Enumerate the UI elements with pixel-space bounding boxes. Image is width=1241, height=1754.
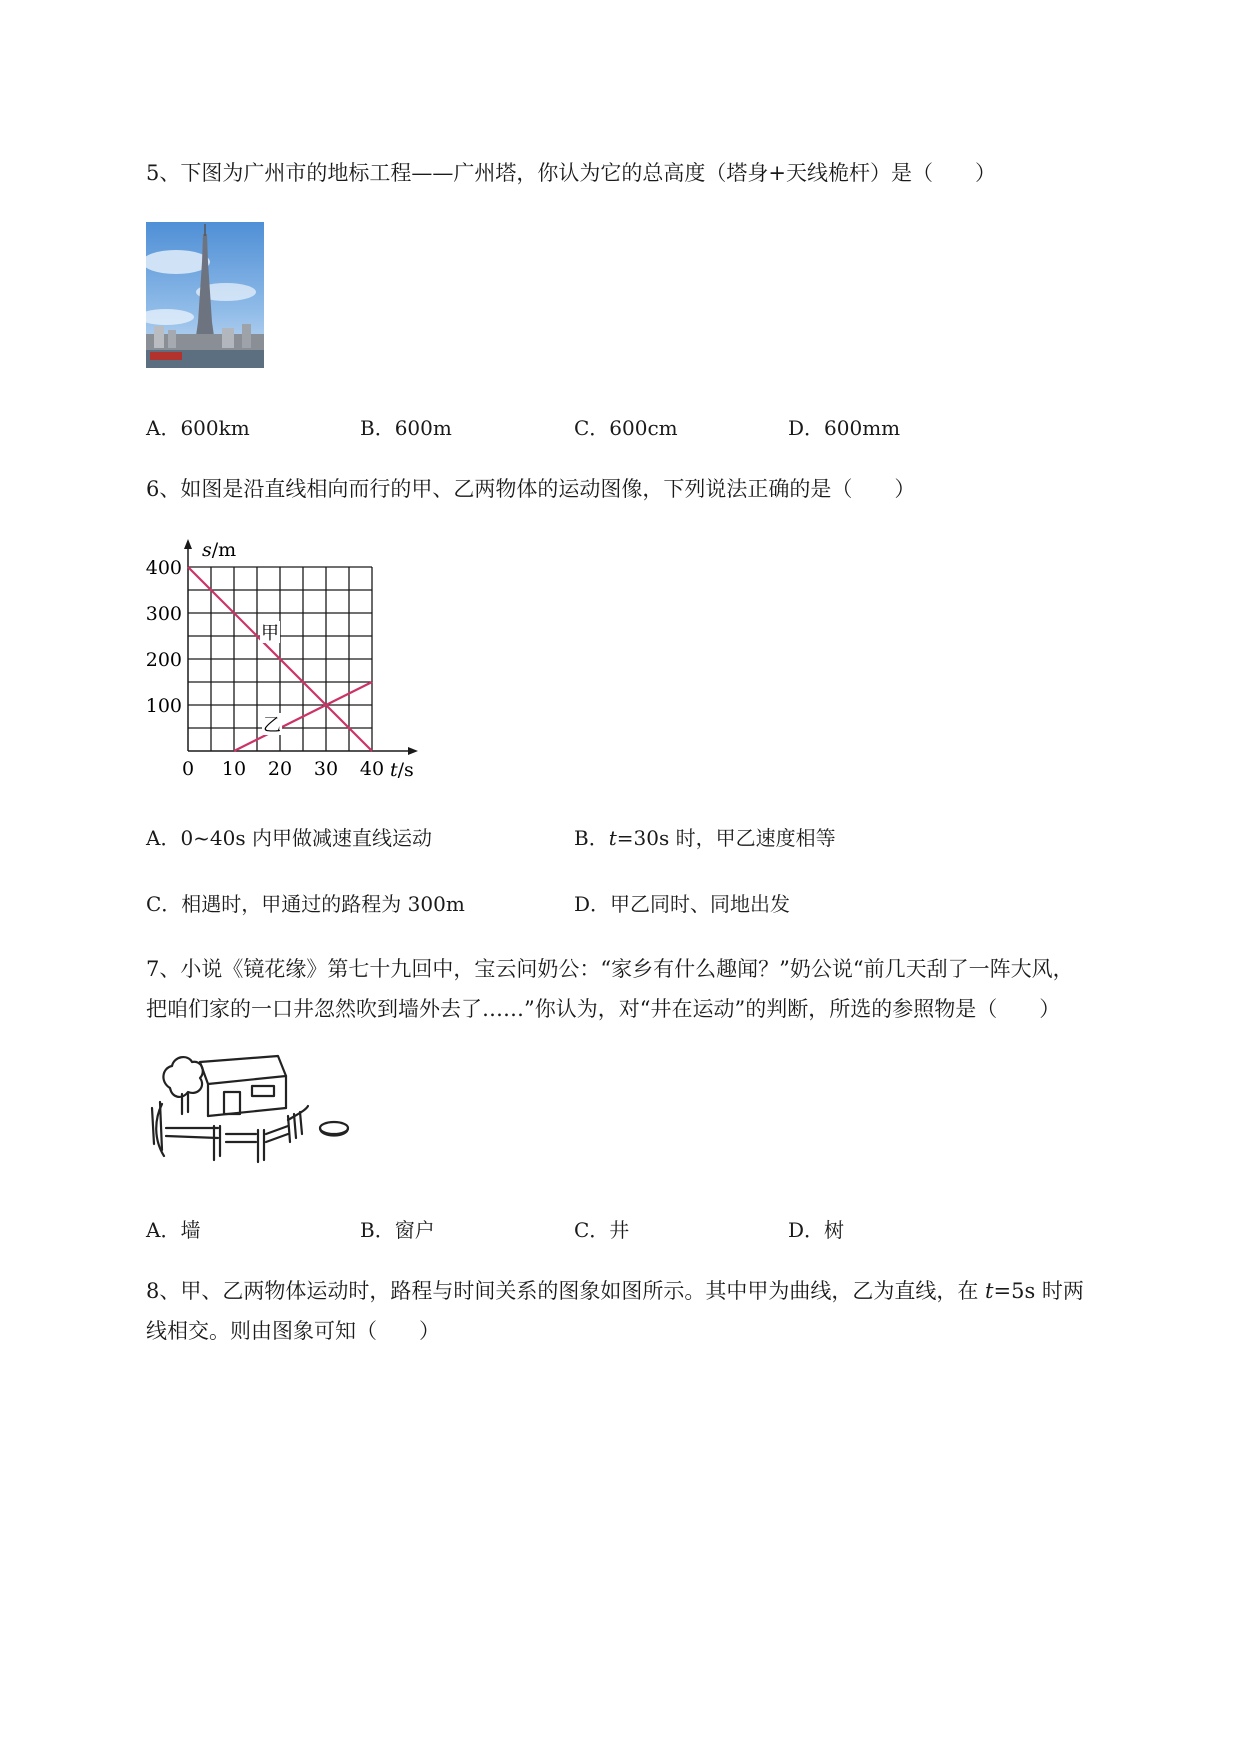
q7-option-c: C．井: [574, 1218, 630, 1242]
y-axis-arrow: [184, 539, 192, 549]
q5-option-c: C．600cm: [574, 416, 678, 440]
q6-option-b-rest: =30s 时，甲乙速度相等: [616, 826, 836, 850]
q8-stem-line2: 线相交。则由图象可知（ ）: [146, 1319, 440, 1343]
x-axis-arrow: [408, 747, 418, 755]
q7-stem-line2: 把咱们家的一口井忽然吹到墙外去了……”你认为，对“井在运动”的判断，所选的参照物是（ ）: [146, 997, 1061, 1021]
y-axis-label: s/m: [202, 539, 237, 561]
x-tick-label: 20: [267, 758, 293, 780]
graph-axes: [184, 539, 418, 755]
q6-option-b-var: t: [608, 826, 617, 850]
q7-option-d: D．树: [788, 1218, 845, 1242]
q6-stem: 6、如图是沿直线相向而行的甲、乙两物体的运动图像，下列说法正确的是（ ）: [146, 477, 916, 501]
q5-option-a: A．600km: [146, 416, 250, 440]
q6-st-graph: [140, 535, 430, 790]
x-tick-label: 10: [221, 758, 247, 780]
q7-option-b: B．窗户: [360, 1218, 435, 1242]
q6-option-d: D．甲乙同时、同地出发: [574, 892, 791, 916]
q8-stem-line1-b: =5s 时两: [993, 1279, 1084, 1303]
series-label-jia: 甲: [261, 623, 279, 644]
q7-stem-line1: 7、小说《镜花缘》第七十九回中，宝云问奶公：“家乡有什么趣闻？”奶公说“前几天刮了一阵大风，: [146, 957, 1074, 981]
q8-stem-line1-a: 8、甲、乙两物体运动时，路程与时间关系的图象如图所示。其中甲为曲线，乙为直线，在: [146, 1279, 986, 1303]
q5-stem: 5、下图为广州市的地标工程——广州塔，你认为它的总高度（塔身+天线桅杆）是（ ）: [146, 161, 996, 185]
q7-house-well-drawing: [148, 1050, 358, 1180]
y-tick-label: 400: [145, 557, 182, 579]
q6-option-b: [574, 822, 836, 851]
q7-option-a: A．墙: [146, 1218, 201, 1242]
x-tick-label: 30: [313, 758, 339, 780]
x-axis-label: t/s: [390, 759, 414, 781]
y-tick-label: 300: [145, 603, 182, 625]
q6-option-b-prefix: B．: [574, 826, 609, 850]
y-tick-label: 200: [145, 649, 182, 671]
canton-tower-photo: [146, 222, 264, 368]
q8-stem-var: t: [985, 1279, 994, 1303]
x-tick-label: 40: [359, 758, 385, 780]
y-tick-label: 100: [145, 695, 182, 717]
q5-option-b: B．600m: [360, 416, 452, 440]
q6-option-c: C．相遇时，甲通过的路程为 300m: [146, 892, 465, 916]
q5-option-d: D．600mm: [788, 416, 901, 440]
series-label-yi: 乙: [263, 715, 281, 736]
q8-stem-line1: [146, 1275, 1084, 1305]
q6-option-a: A．0~40s 内甲做减速直线运动: [146, 826, 432, 850]
x-tick-label: 0: [181, 758, 195, 780]
